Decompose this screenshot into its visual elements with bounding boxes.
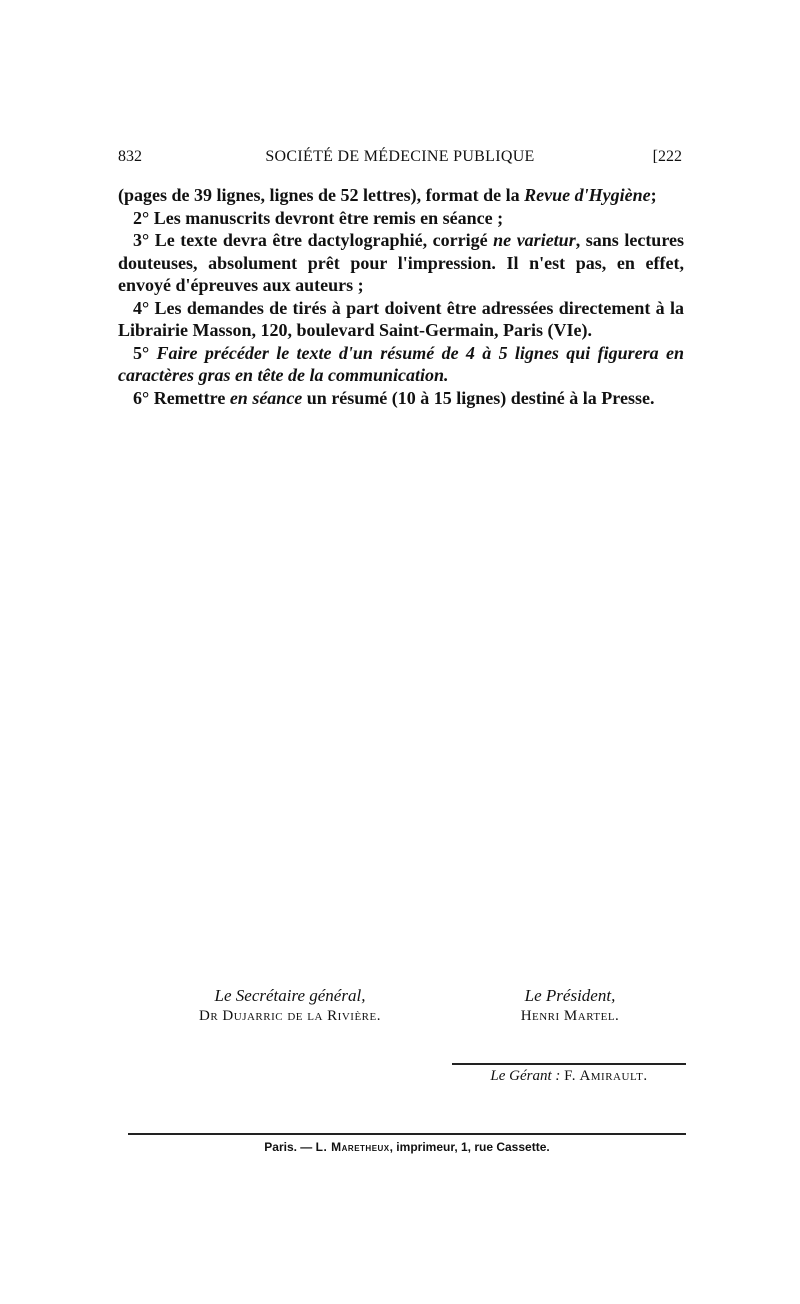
- running-header: [118, 148, 682, 172]
- page-number: 832: [118, 148, 142, 165]
- journal-title: Revue d'Hygiène: [524, 185, 651, 205]
- paragraph-5: 5° Faire précéder le texte d'un résumé de 4 à 5 lignes qui figurera en caractères gras en tête de la communication.: [118, 342, 684, 385]
- printer-imprint: Paris. — L. Maretheux, imprimeur, 1, rue Cassette.: [264, 1140, 550, 1154]
- gerant-line: Le Gérant : F. Amirault.: [490, 1068, 648, 1084]
- paragraph-3: 3° Le texte devra être dactylographié, corrigé ne varietur, sans lectures douteuses, absolument prêt pour l'impression. Il n'est pas, en effet, envoyé d'épreuves aux auteurs ;: [118, 230, 684, 295]
- paragraph-2: 2° Les manuscrits devront être remis en séance ;: [133, 207, 504, 228]
- paragraph-4: 4° Les demandes de tirés à part doivent être adressées directement à la Librairie Masson, 120, boulevard Saint-Germain, Paris (VIe).: [118, 297, 684, 340]
- running-title: SOCIÉTÉ DE MÉDECINE PUBLIQUE: [265, 148, 535, 165]
- divider: [128, 1133, 686, 1135]
- body-text: [118, 184, 684, 409]
- signature-secretary: [160, 986, 420, 1025]
- signature-president: [470, 986, 670, 1025]
- signature-name: Dr Dujarric de la Rivière.: [199, 1008, 381, 1024]
- paragraph-1: (pages de 39 lignes, lignes de 52 lettres), format de la Revue d'Hygiène;: [118, 185, 657, 205]
- paragraph-6: 6° Remettre en séance un résumé (10 à 15 lignes) destiné à la Presse.: [133, 387, 655, 408]
- signature-title: Le Secrétaire général,: [214, 986, 366, 1005]
- signature-title: Le Président,: [524, 986, 616, 1005]
- signature-name: Henri Martel.: [520, 1008, 620, 1024]
- section-number: [222: [652, 148, 682, 165]
- divider: [452, 1063, 686, 1065]
